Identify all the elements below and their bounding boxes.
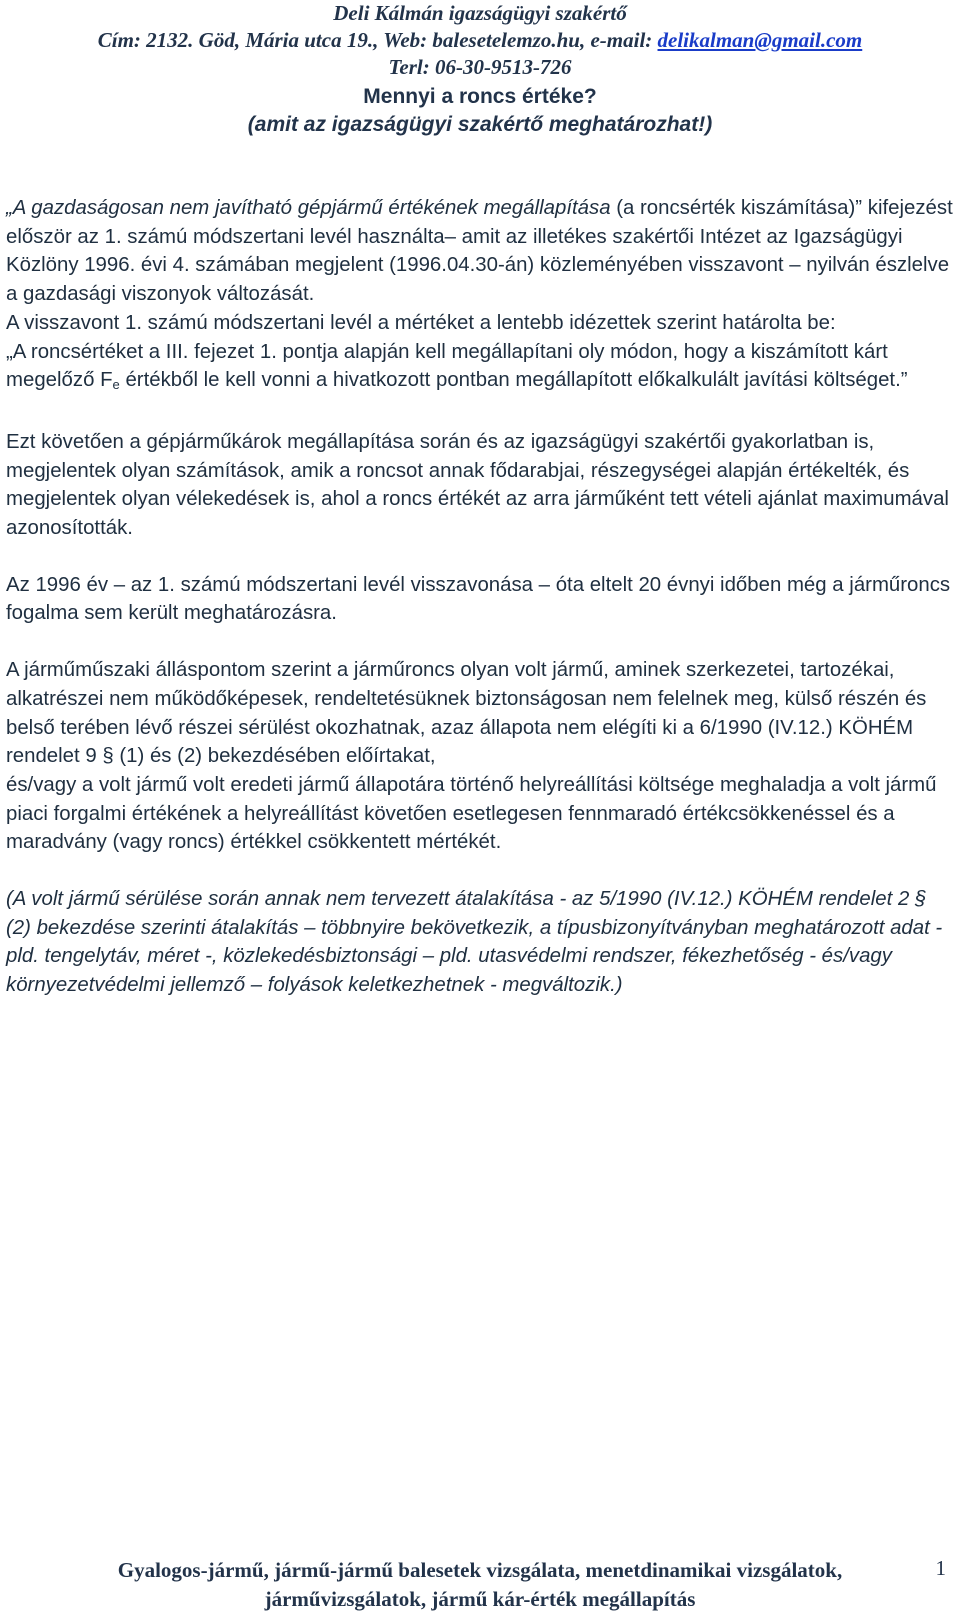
- paragraph-3-quote: [6, 338, 956, 400]
- page-subtitle: (amit az igazságügyi szakértő meghatározhat!): [247, 113, 713, 136]
- header-phone: Terl: 06-30-9513-726: [388, 55, 572, 79]
- paragraph-2: A visszavont 1. számú módszertani levél a mértéket a lentebb idézettek szerint határolta be:: [6, 311, 836, 334]
- quote-subscript: e: [112, 377, 120, 393]
- page-number: 1: [935, 1556, 946, 1580]
- paragraph-4: Ezt követően a gépjárműkárok megállapítása során és az igazságügyi szakértői gyakorlatban is, megjelentek olyan számítások, amik a roncsot annak fődarabjai, részegységei alapján értékelték, és megjelentek olyan vélekedések is, ahol a roncs értékét az arra járműként tett vételi ajánlat maximumával azonosították.: [6, 430, 949, 540]
- footer: [0, 1556, 960, 1614]
- paragraph-5: Az 1996 év – az 1. számú módszertani levél visszavonása – óta eltelt 20 évnyi időben még a járműroncs fogalma sem került meghatározásra.: [6, 573, 951, 625]
- footer-line-2: járművizsgálatok, jármű kár-érték megállapítás: [264, 1587, 696, 1611]
- paragraph-1-italic: „A gazdaságosan nem javítható gépjármű értékének megállapítása: [6, 197, 611, 219]
- paragraph-6b: és/vagy a volt jármű volt eredeti jármű állapotára történő helyreállítási költsége meghaladja a volt jármű piaci forgalmi értékének a helyreállítást követően esetlegesen fennmaradó értékcsökkenéssel és a maradvány (vagy roncs) értékkel csökkentett mértékét.: [6, 773, 937, 854]
- header-author: Deli Kálmán igazságügyi szakértő: [333, 1, 627, 25]
- document-body: [6, 194, 956, 1000]
- quote-text-a: „A roncsértéket a III. fejezet 1. pontja alapján kell megállapítani oly módon, hogy a kiszámított kárt megelőző F: [6, 340, 888, 392]
- footer-line-1: Gyalogos-jármű, jármű-jármű balesetek vizsgálata, menetdinamikai vizsgálatok,: [117, 1558, 843, 1582]
- paragraph-1-text: (a roncsérték kiszámítása)” kifejezést először az 1. számú módszertani levél használta– amit az illetékes szakértői Intézet az Igazságügyi Közlöny 1996. évi 4. számában megjelent (1996.04.30-án) közleményében visszavont – nyilván észlelve a gazdasági viszonyok változását.: [6, 197, 953, 306]
- paragraph-6a: A járműműszaki álláspontom szerint a járműroncs olyan volt jármű, aminek szerkezetei, tartozékai, alkatrészei nem működőképesek, rendeltetésüknek biztonságosan nem felelnek meg, külső részén és belső terében lévő részei sérülést okozhatnak, azaz állapota nem elégíti ki a 6/1990 (IV.12.) KÖHÉM rendelet 9 § (1) és (2) bekezdésében előírtakat,: [6, 659, 927, 768]
- paragraph-7-note: (A volt jármű sérülése során annak nem tervezett átalakítása - az 5/1990 (IV.12.) KÖHÉM rendelet 2 § (2) bekezdése szerinti átalakítás – többnyire bekövetkezik, a típusbizonyítványban meghatározott adat - pld. tengelytáv, méret -, közlekedésbiztonsági – pld. utasvédelmi rendszer, fékezhetőség - és/vagy környezetvédelmi jellemző – folyások keletkezhetnek - megváltozik.): [6, 888, 943, 997]
- email-link[interactable]: delikalman@gmail.com: [657, 28, 863, 52]
- paragraph-1: [6, 194, 956, 309]
- page-title: Mennyi a roncs értéke?: [363, 85, 597, 108]
- quote-text-b: értékből le kell vonni a hivatkozott pontban megállapított előkalkulált javítási költséget.”: [119, 369, 908, 392]
- header-address-text: Cím: 2132. Göd, Mária utca 19., Web: balesetelemzo.hu, e-mail:: [97, 28, 658, 52]
- header-address: [0, 27, 960, 53]
